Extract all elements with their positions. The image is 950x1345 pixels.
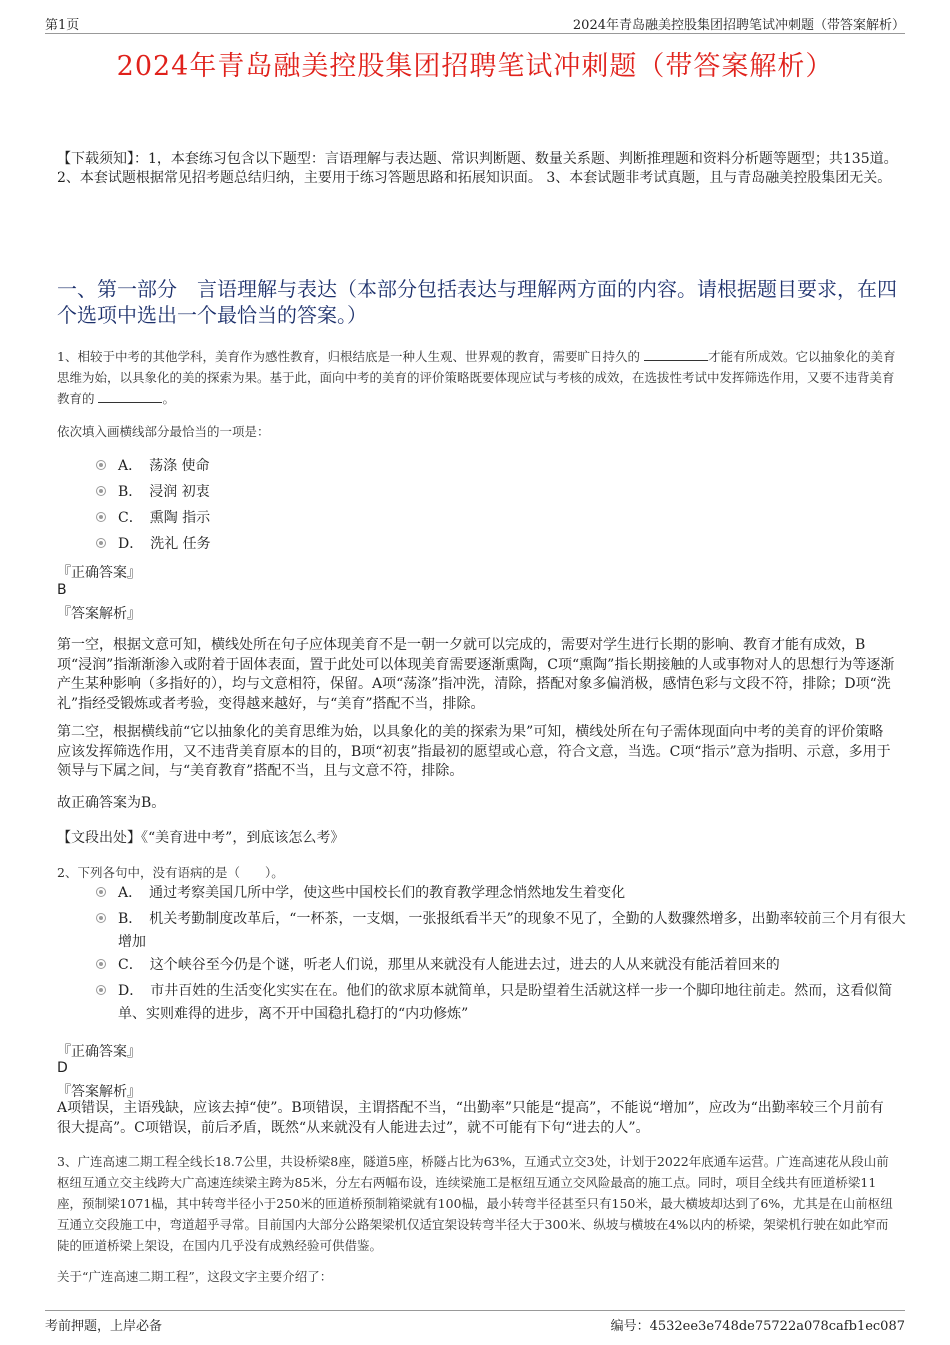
question-1-source: 【文段出处】《“美育进中考”，到底该怎么考》 [57,830,345,846]
radio-icon[interactable] [96,959,106,969]
footer-slogan: 考前押题，上岸必备 [45,1319,163,1334]
question-2-text: 2、下列各句中，没有语病的是（ ）。 [57,865,284,880]
question-2-option-a[interactable]: A． 通过考察美国几所中学，使这些中国校长们的教育教学理念悄然地发生着变化 [96,882,918,905]
radio-icon[interactable] [96,887,106,897]
question-1-option-c[interactable]: C． 熏陶 指示 [96,507,918,530]
section-title: 一、第一部分 言语理解与表达（本部分包括表达与理解两方面的内容。请根据题目要求，在四个选项中选出一个最恰当的答案。） [57,277,897,327]
header-divider [45,33,905,34]
question-1-analysis-para-2: 第二空，根据横线前“它以抽象化的美育思维为始，以具象化的美的探索为果”可知，横线处所在句子需体现面向中考的美育的评价策略应该发挥筛选作用，又不违背美育原本的目的，B项“初衷”指最初的愿望或心意，符合文意，当选。C项“指示”意为指明、示意，多用于领导与下属之间，与“美育教育”搭配不当，且与文意不符，排除。 [57,724,891,779]
question-1-answer-label: 『正确答案』 [57,565,141,581]
fill-blank-1 [644,348,708,361]
question-3-prompt: 关于“广连高速二期工程”，这段文字主要介绍了： [57,1269,333,1284]
question-2-answer: D [57,1060,68,1076]
page-number: 第1页 [45,18,80,33]
radio-icon[interactable] [96,486,106,496]
question-2-option-d[interactable]: D． 市井百姓的生活变化实实在在。他们的欲求原本就简单，只是盼望着生活就这样一步一个脚印地往前走。然而，这看似简单、实则难得的进步，离不开中国稳扎稳打的“内功修炼” [96,980,918,1026]
question-1-part-c: 。 [162,391,175,406]
question-2-analysis-label: 『答案解析』 [57,1084,141,1100]
question-1-option-a[interactable]: A． 荡涤 使命 [96,455,918,478]
question-1-text [57,346,897,409]
header-doc-title: 2024年青岛融美控股集团招聘笔试冲刺题（带答案解析） [572,18,905,33]
question-1-prompt: 依次填入画横线部分最恰当的一项是： [57,424,270,439]
question-2-answer-label: 『正确答案』 [57,1044,141,1060]
fill-blank-2 [98,390,162,403]
page-title: 2024年青岛融美控股集团招聘笔试冲刺题（带答案解析） [116,51,834,82]
question-2-analysis: A项错误，主语残缺，应该去掉“使”。B项错误，主谓搭配不当，“出勤率”只能是“提高”，不能说“增加”，应改为“出勤率较三个月前有很大提高”。C项错误，前后矛盾，既然“从来就没有人能进去过”，就不可能有下句“进去的人”。 [57,1100,884,1136]
question-2-option-b[interactable]: B． 机关考勤制度改革后，“一杯茶，一支烟，一张报纸看半天”的现象不见了，全勤的人数骤然增多，出勤率较前三个月有很大增加 [96,908,918,954]
footer-divider [45,1310,905,1311]
question-1-conclusion: 故正确答案为B。 [57,795,166,811]
question-2-option-c[interactable]: C． 这个峡谷至今仍是个谜，听老人们说，那里从来就没有人能进去过，进去的人从来就没有能活着回来的 [96,954,918,977]
radio-icon[interactable] [96,913,106,923]
radio-icon[interactable] [96,460,106,470]
radio-icon[interactable] [96,512,106,522]
radio-icon[interactable] [96,985,106,995]
radio-icon[interactable] [96,538,106,548]
question-3-text: 3、广连高速二期工程全线长18.7公里，共设桥梁8座，隧道5座，桥隧占比为63%，互通式立交3处，计划于2022年底通车运营。广连高速花从段山前枢纽互通立交主线跨大广高速连续梁主跨为85米，分左右两幅布设，连续梁施工是枢纽互通立交风险最高的施工点。同时，项目全线共有匝道桥梁11座，预制梁1071榀，其中转弯半径小于250米的匝道桥预制箱梁就有100榀，最小转弯半径甚至只有150米，最大横坡却达到了6%，尤其是在山前枢纽互通立交段施工中，弯道超乎寻常。目前国内大部分公路架梁机仅适宜架设转弯半径大于300米、纵坡与横坡在4%以内的桥梁，架梁机行驶在如此窄而陡的匝道桥梁上架设，在国内几乎没有成熟经验可供借鉴。 [57,1154,893,1253]
question-1-part-b: 才能有所成效。它以抽象化的美育思维为始，以具象化的美的探索为果。基于此，面向中考的美育的评价策略既要体现应试与考核的成效，在选拔性考试中发挥筛选作用，又要不违背美育教育的 [57,349,896,406]
footer-serial: 编号：4532ee3e748de75722a078cafb1ec087 [610,1319,905,1334]
download-notice: 【下载须知】：1，本套练习包含以下题型：言语理解与表达题、常识判断题、数量关系题、判断推理题和资料分析题等题型；共135道。 2、本套试题根据常见招考题总结归纳，主要用于练习答题思路和拓展知识面。 3、本套试题非考试真题，且与青岛融美控股集团无关。 [57,151,898,186]
question-1-part-a: 1、相较于中考的其他学科，美育作为感性教育，归根结底是一种人生观、世界观的教育，需要旷日持久的 [57,349,644,364]
question-1-answer: B [57,582,67,598]
question-1-option-d[interactable]: D． 洗礼 任务 [96,533,918,556]
question-1-analysis-para-1: 第一空，根据文意可知，横线处所在句子应体现美育不是一朝一夕就可以完成的，需要对学生进行长期的影响、教育才能有成效，B项“浸润”指渐渐渗入或附着于固体表面，置于此处可以体现美育需要逐渐熏陶，C项“熏陶”指长期接触的人或事物对人的思想行为等逐渐产生某种影响（多指好的），均与文意相符，保留。A项“荡涤”指冲洗，清除，搭配对象多偏消极，感情色彩与文段不符，排除；D项“洗礼”指经受锻炼或者考验，变得越来越好，与“美育”搭配不当，排除。 [57,637,895,712]
question-1-analysis-label: 『答案解析』 [57,606,141,622]
question-1-option-b[interactable]: B． 浸润 初衷 [96,481,918,504]
